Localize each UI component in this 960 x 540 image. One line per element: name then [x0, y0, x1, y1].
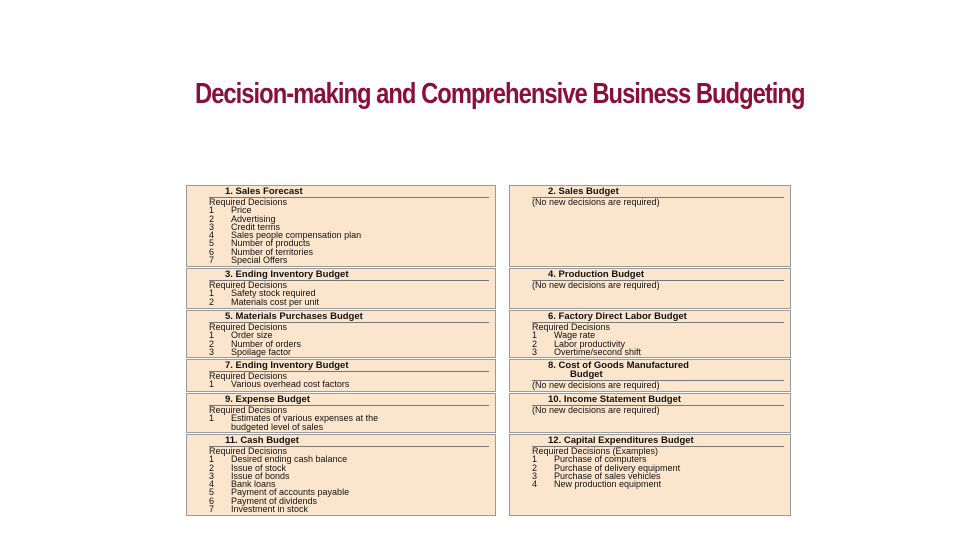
- decision-number: 1: [532, 454, 538, 465]
- decisions-label: Required Decisions: [209, 322, 288, 332]
- decision-number: 2: [209, 296, 215, 307]
- budget-heading: 9. Expense Budget: [209, 394, 489, 406]
- decision-text: Issue of stock: [231, 462, 287, 473]
- decisions-label: Required Decisions: [209, 405, 288, 415]
- budget-heading: 4. Production Budget: [532, 269, 784, 281]
- decisions-label: Required Decisions: [209, 280, 288, 290]
- decisions-label: (No new decisions are required): [532, 405, 660, 415]
- decision-list: [191, 414, 378, 431]
- decisions-label: (No new decisions are required): [532, 380, 660, 390]
- decision-text: Payment of dividends: [231, 495, 318, 506]
- budget-heading-continued: Budget: [532, 369, 784, 381]
- decisions-label: Required Decisions: [209, 197, 288, 207]
- budget-heading: 10. Income Statement Budget: [532, 394, 784, 406]
- decision-text: Wage rate: [554, 330, 596, 341]
- decision-number: 4: [209, 230, 215, 241]
- budget-box: [186, 393, 496, 433]
- decision-number: 4: [209, 479, 215, 490]
- decision-item: [191, 298, 319, 306]
- decision-text: Safety stock required: [231, 288, 316, 299]
- decision-number: 2: [209, 462, 215, 473]
- decision-number: 1: [209, 379, 215, 390]
- decision-text: Investment in stock: [231, 504, 309, 515]
- budget-box: [186, 185, 496, 267]
- budget-box: [186, 268, 496, 309]
- budget-heading: 3. Ending Inventory Budget: [209, 269, 489, 281]
- decision-text: New production equipment: [554, 479, 662, 490]
- decisions-label: Required Decisions: [209, 371, 288, 381]
- decision-item: [191, 256, 361, 264]
- decisions-label: Required Decisions: [532, 322, 611, 332]
- budget-box: [509, 268, 791, 309]
- decision-item: [191, 423, 378, 431]
- decision-list: [514, 331, 641, 356]
- decision-item: [191, 348, 301, 356]
- budget-box: [186, 434, 496, 516]
- decision-number: 3: [209, 346, 215, 357]
- decision-text: budgeted level of sales: [231, 421, 324, 432]
- decision-number: 5: [209, 238, 215, 249]
- decision-number: 2: [209, 338, 215, 349]
- decision-number: 4: [532, 479, 538, 490]
- budget-heading: 11. Cash Budget: [209, 435, 489, 447]
- decision-text: Number of orders: [231, 338, 302, 349]
- budget-heading: 8. Cost of Goods Manufactured: [548, 360, 689, 371]
- budget-box: [509, 185, 791, 267]
- decision-text: Materials cost per unit: [231, 296, 320, 307]
- decision-text: Spoilage factor: [231, 346, 292, 357]
- decision-item: [514, 348, 641, 356]
- page-title: Decision-making and Comprehensive Business Budgeting: [195, 78, 805, 110]
- decision-text: Purchase of computers: [554, 454, 647, 465]
- decision-text: Issue of bonds: [231, 470, 290, 481]
- decision-number: 6: [209, 495, 215, 506]
- budget-heading: 12. Capital Expenditures Budget: [532, 435, 784, 447]
- budget-heading: 5. Materials Purchases Budget: [209, 311, 489, 323]
- decision-text: Purchase of delivery equipment: [554, 462, 681, 473]
- decision-number: 1: [209, 454, 215, 465]
- budget-box: [509, 434, 791, 516]
- decision-list: [191, 455, 349, 513]
- budget-box: [186, 310, 496, 358]
- decision-text: Order size: [231, 330, 273, 341]
- decision-list: [191, 331, 301, 356]
- decision-list: [191, 206, 361, 264]
- decision-number: 7: [209, 255, 215, 266]
- decision-number: 5: [209, 487, 215, 498]
- decision-item: [191, 380, 349, 388]
- decision-number: 3: [532, 470, 538, 481]
- decision-number: 1: [532, 330, 538, 341]
- decision-number: 3: [532, 346, 538, 357]
- decision-text: Labor productivity: [554, 338, 626, 349]
- decision-text: Estimates of various expenses at the: [231, 413, 379, 424]
- decisions-label: (No new decisions are required): [532, 280, 660, 290]
- decision-text: Sales people compensation plan: [231, 230, 362, 241]
- decisions-label: Required Decisions (Examples): [532, 446, 659, 456]
- decision-number: 1: [209, 288, 215, 299]
- decision-text: Number of products: [231, 238, 311, 249]
- decision-number: 1: [209, 205, 215, 216]
- budget-heading: 6. Factory Direct Labor Budget: [532, 311, 784, 323]
- budget-box: [509, 393, 791, 433]
- decision-number: 6: [209, 246, 215, 257]
- decisions-label: (No new decisions are required): [532, 197, 660, 207]
- decisions-label: Required Decisions: [209, 446, 288, 456]
- budget-heading: 2. Sales Budget: [532, 186, 784, 198]
- decision-text: Credit terms: [231, 221, 281, 232]
- decision-number: 7: [209, 504, 215, 515]
- decision-number: 2: [209, 213, 215, 224]
- budget-box: [186, 359, 496, 392]
- decision-number: 2: [532, 462, 538, 473]
- decision-item: [514, 480, 680, 488]
- decision-text: Advertising: [231, 213, 276, 224]
- decision-list: [191, 380, 349, 388]
- decision-list: [191, 289, 319, 306]
- decision-item: [191, 505, 349, 513]
- budget-box: [509, 310, 791, 358]
- decision-text: Overtime/second shift: [554, 346, 642, 357]
- decision-text: Bank loans: [231, 479, 276, 490]
- decision-number: 3: [209, 470, 215, 481]
- decision-text: Various overhead cost factors: [231, 379, 350, 390]
- decision-text: Special Offers: [231, 255, 288, 266]
- decision-text: Payment of accounts payable: [231, 487, 350, 498]
- decision-list: [514, 455, 680, 488]
- decision-item: [191, 206, 361, 214]
- decision-text: Purchase of sales vehicles: [554, 470, 661, 481]
- budget-heading: 7. Ending Inventory Budget: [209, 360, 489, 372]
- decision-number: 3: [209, 221, 215, 232]
- decision-text: Number of territories: [231, 246, 314, 257]
- decision-text: Price: [231, 205, 252, 216]
- budget-heading: 1. Sales Forecast: [209, 186, 489, 198]
- budget-box: [509, 359, 791, 392]
- decision-text: Desired ending cash balance: [231, 454, 348, 465]
- decision-number: 1: [209, 330, 215, 341]
- decision-number: 2: [532, 338, 538, 349]
- decision-number: 1: [209, 413, 215, 424]
